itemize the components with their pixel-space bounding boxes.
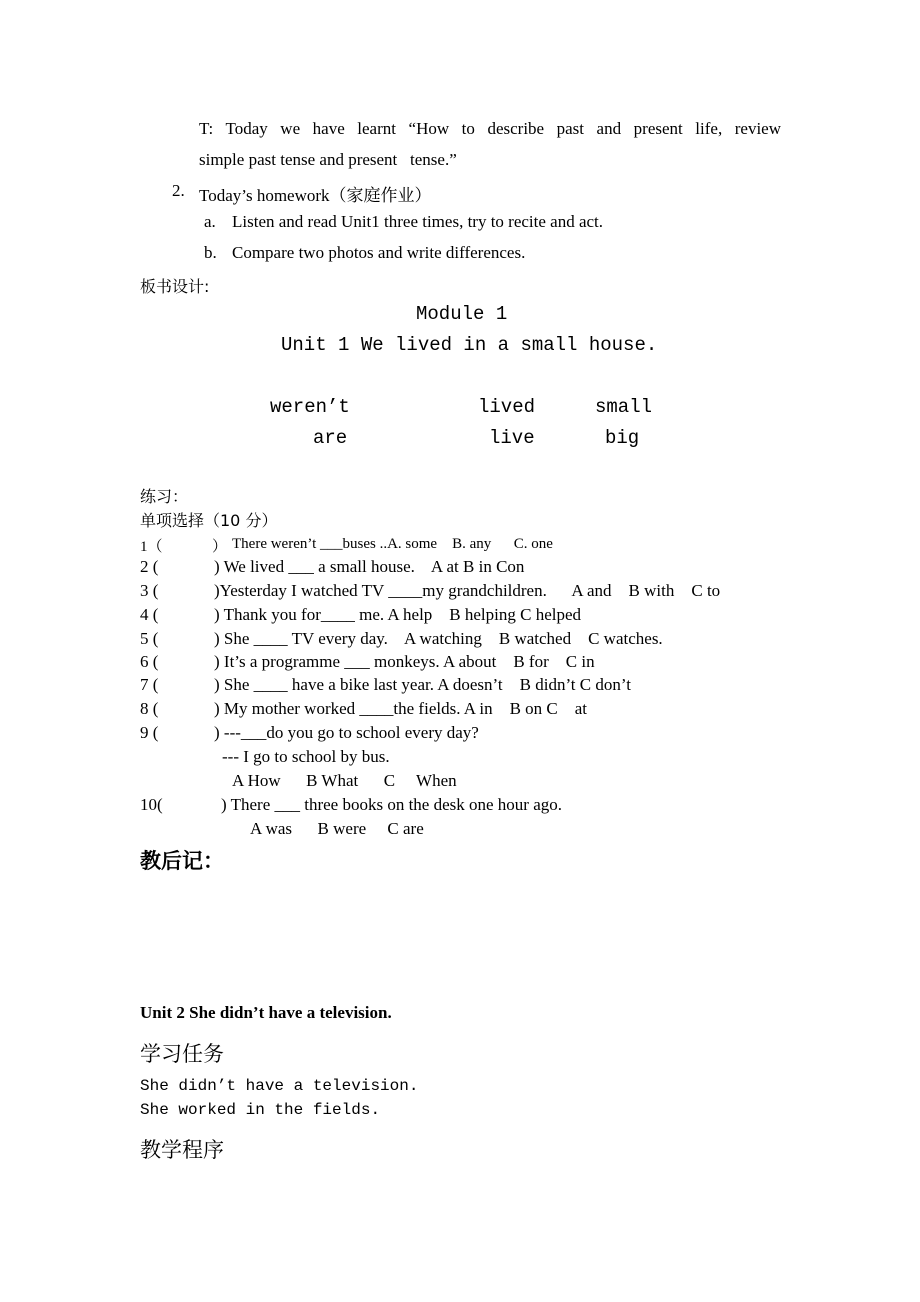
homework-number: 2.: [172, 181, 185, 200]
homework-item-letter: a.: [204, 212, 216, 231]
unit2-title: Unit 2 She didn’t have a television.: [140, 1003, 392, 1022]
question-text: There weren’t ___buses ..A. some B. any C. one: [232, 536, 553, 552]
board-word: weren’t: [270, 396, 350, 418]
question-text: ) Thank you for____ me. A help B helping C helped: [214, 605, 582, 624]
board-word: are: [313, 427, 348, 449]
question-number: 6 (: [140, 652, 159, 671]
question-paren: ）: [212, 539, 228, 555]
tasks-heading: 学习任务: [140, 1042, 224, 1066]
homework-item-letter: b.: [204, 243, 217, 262]
homework-item-text: Compare two photos and write differences.: [232, 243, 526, 262]
question-number: 5 (: [140, 629, 159, 648]
question-text: ) It’s a programme ___ monkeys. A about B for C in: [214, 652, 595, 671]
task-line: She worked in the fields.: [140, 1101, 381, 1119]
question-text: ) She ____ TV every day. A watching B watched C watches.: [214, 629, 663, 648]
homework-item-text: Listen and read Unit1 three times, try to recite and act.: [232, 212, 604, 231]
question-text: ) She ____ have a bike last year. A doesn’t B didn’t C don’t: [214, 675, 631, 694]
question-answer-line: --- I go to school by bus.: [222, 747, 390, 766]
exercise-subheading: 单项选择（10 分）: [140, 511, 278, 530]
question-text: ) ---___do you go to school every day?: [214, 723, 479, 742]
homework-title: Today’s homework（家庭作业）: [199, 186, 432, 205]
exercise-heading: 练习：: [140, 487, 189, 506]
question-options: A How B What C When: [232, 771, 457, 790]
question-options: A was B were C are: [250, 819, 424, 838]
board-word: small: [595, 396, 653, 418]
question-text: ) There ___ three books on the desk one hour ago.: [221, 795, 563, 814]
board-heading: 板书设计:: [140, 277, 210, 296]
summary-line-2: simple past tense and present tense.”: [199, 150, 457, 169]
board-word: lived: [478, 396, 536, 418]
summary-line-1: T: Today we have learnt “How to describe past and present life, review: [199, 119, 781, 138]
question-number: 2 (: [140, 557, 159, 576]
question-text: )Yesterday I watched TV ____my grandchildren. A and B with C to: [214, 581, 721, 600]
after-class-heading: 教后记：: [140, 849, 224, 873]
question-number: 8 (: [140, 699, 159, 718]
board-unit: Unit 1 We lived in a small house.: [281, 334, 658, 356]
procedure-heading: 教学程序: [140, 1138, 224, 1162]
question-text: ) We lived ___ a small house. A at B in Con: [214, 557, 525, 576]
question-number: 1（: [140, 539, 163, 555]
question-number: 10(: [140, 795, 163, 814]
board-word: live: [489, 427, 535, 449]
question-number: 7 (: [140, 675, 159, 694]
board-module: Module 1: [416, 303, 508, 325]
question-number: 3 (: [140, 581, 159, 600]
question-number: 4 (: [140, 605, 159, 624]
question-number: 9 (: [140, 723, 159, 742]
task-line: She didn’t have a television.: [140, 1077, 419, 1095]
question-text: ) My mother worked ____the fields. A in B on C at: [214, 699, 588, 718]
board-word: big: [605, 427, 640, 449]
